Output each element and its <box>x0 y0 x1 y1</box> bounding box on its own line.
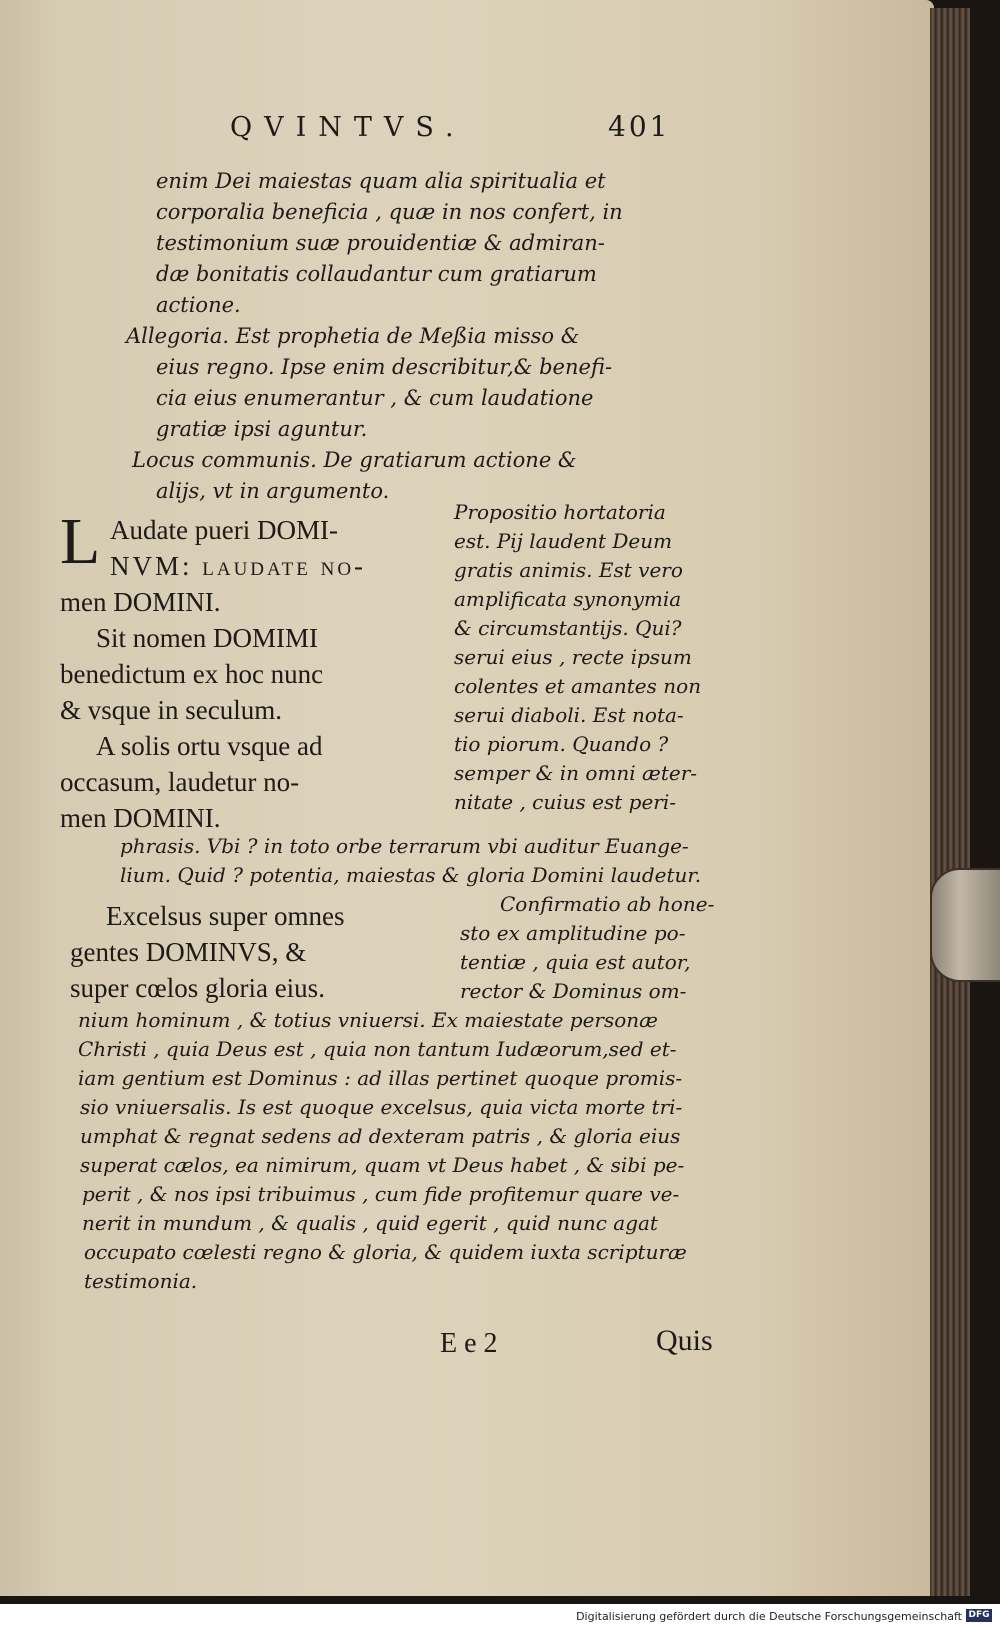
commentary-line: tio piorum. Quando ? <box>454 732 669 756</box>
intro-line: cia eius enumerantur , & cum laudatione <box>156 386 594 410</box>
intro-line: actione. <box>156 293 241 317</box>
verse-line: men DOMINI. <box>60 587 221 617</box>
commentary-1 <box>454 498 730 817</box>
commentary-line: nerit in mundum , & qualis , quid egerit , quid nunc agat <box>82 1211 658 1235</box>
verse-line: men DOMINI. <box>60 803 221 833</box>
psalm-verse-4 <box>70 898 450 1006</box>
commentary-line: serui diaboli. Est nota- <box>454 703 684 727</box>
psalm-verse-2 <box>60 620 440 728</box>
verse-line: A solis ortu vsque ad <box>96 731 323 761</box>
running-header: QVINTVS. <box>230 112 466 143</box>
footer-credit: Digitalisierung gefördert durch die Deutsche Forschungsgemeinschaft <box>576 1610 962 1623</box>
intro-line: dæ bonitatis collaudantur cum gratiarum <box>156 262 597 286</box>
commentary-line: amplificata synonymia <box>454 587 682 611</box>
intro-commentary <box>126 166 626 507</box>
intro-line: alijs, vt in argumento. <box>156 479 390 503</box>
verse-line: benedictum ex hoc nunc <box>60 659 324 689</box>
commentary-line: nium hominum , & totius vniuersi. Ex maiestate personæ <box>78 1008 658 1032</box>
commentary-line: rector & Dominus om- <box>460 979 687 1003</box>
commentary-line: occupato cœlesti regno & gloria, & quidem iuxta scripturæ <box>84 1240 687 1264</box>
intro-line: enim Dei maiestas quam alia spiritualia et <box>156 169 606 193</box>
intro-line: testimonium suæ prouidentiæ & admiran- <box>156 231 605 255</box>
commentary-line: gratis animis. Est vero <box>454 558 683 582</box>
commentary-line: sto ex amplitudine po- <box>460 921 686 945</box>
commentary-line: Confirmatio ab hone- <box>500 892 715 916</box>
commentary-line: est. Pij laudent Deum <box>454 529 673 553</box>
verse-line: & vsque in seculum. <box>60 695 282 725</box>
commentary-line: lium. Quid ? potentia, maiestas & gloria Domini laudetur. <box>120 863 702 887</box>
commentary-line: tentiæ , quia est autor, <box>460 950 691 974</box>
catchword: Quis <box>656 1324 713 1357</box>
commentary-line: semper & in omni æter- <box>454 761 698 785</box>
verse-line: super cœlos gloria eius. <box>70 973 325 1003</box>
commentary-line: testimonia. <box>84 1269 198 1293</box>
page-number: 401 <box>608 110 671 143</box>
commentary-line: perit , & nos ipsi tribuimus , cum fide profitemur quare ve- <box>82 1182 680 1206</box>
commentary-line: Christi , quia Deus est , quia non tantum Iudæorum,sed et- <box>78 1037 677 1061</box>
book-clasp <box>930 868 1000 982</box>
commentary-line: nitate , cuius est peri- <box>454 790 677 814</box>
psalm-verse-1 <box>60 505 440 620</box>
verse-line: occasum, laudetur no- <box>60 767 300 797</box>
psalm-verse-3 <box>60 728 440 836</box>
verse-line: Audate pueri DOMI- <box>110 515 338 545</box>
commentary-line: superat cælos, ea nimirum, quam vt Deus habet , & sibi pe- <box>80 1153 685 1177</box>
intro-line: Allegoria. Est prophetia de Meßia misso & <box>126 324 580 348</box>
verse-line: NVM: laudate no- <box>110 551 367 581</box>
commentary-line: & circumstantijs. Qui? <box>454 616 682 640</box>
page-edges <box>930 8 970 1596</box>
intro-line: gratiæ ipsi aguntur. <box>156 417 368 441</box>
signature-mark: E e 2 <box>440 1328 498 1359</box>
commentary-1-wide <box>60 832 730 890</box>
commentary-line: phrasis. Vbi ? in toto orbe terrarum vbi auditur Euange- <box>120 834 689 858</box>
commentary-line: iam gentium est Dominus : ad illas pertinet quoque promis- <box>78 1066 683 1090</box>
dfg-logo-icon: DFG <box>966 1609 992 1622</box>
intro-line: eius regno. Ipse enim describitur,& benefi- <box>156 355 613 379</box>
commentary-line: colentes et amantes non <box>454 674 702 698</box>
commentary-line: umphat & regnat sedens ad dexteram patris , & gloria eius <box>80 1124 681 1148</box>
commentary-2-wide <box>60 1006 730 1296</box>
commentary-2 <box>460 890 736 1006</box>
commentary-line: Propositio hortatoria <box>454 500 666 524</box>
commentary-line: sio vniuersalis. Is est quoque excelsus, quia victa morte tri- <box>80 1095 683 1119</box>
intro-line: corporalia beneficia , quæ in nos confert, in <box>156 200 623 224</box>
verse-line: Sit nomen DOMIMI <box>96 623 318 653</box>
intro-line: Locus communis. De gratiarum actione & <box>132 448 577 472</box>
drop-cap: L <box>60 505 101 578</box>
verse-line: gentes DOMINVS, & <box>70 937 307 967</box>
commentary-line: serui eius , recte ipsum <box>454 645 692 669</box>
verse-line: Excelsus super omnes <box>106 901 345 931</box>
footer-bar <box>0 1604 1000 1628</box>
